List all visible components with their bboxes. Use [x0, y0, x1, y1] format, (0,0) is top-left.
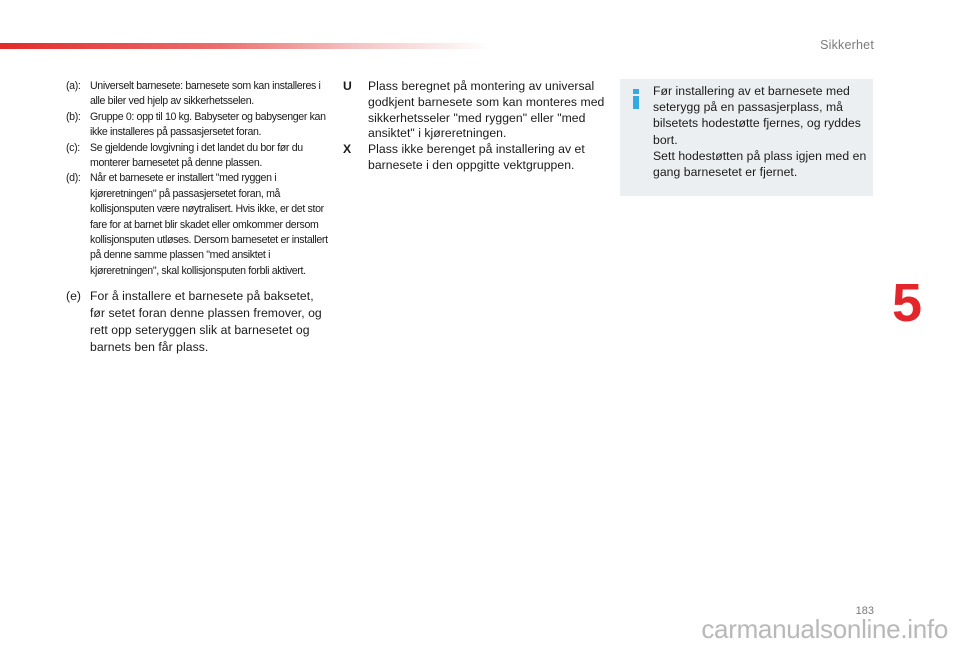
- chapter-number: 5: [892, 273, 923, 333]
- note-item: [66, 79, 328, 110]
- info-line: Før installering av et barnesete med seterygg på en passasjerplass, må bilsetets hodestøtte fjernes, og ryddes bort.: [653, 84, 861, 147]
- note-item: [66, 141, 328, 172]
- legend-key: X: [343, 142, 352, 157]
- legend-key: U: [343, 79, 352, 93]
- note-key: (a):: [66, 80, 81, 92]
- legend-text: Plass beregnet på montering av universal godkjent barnesete som kan monteres med sikkerhetsseler "med ryggen" eller "med ansiktet" i kjøreretningen.: [368, 79, 605, 141]
- note-e: [66, 288, 328, 356]
- legend-item-x: [343, 142, 605, 174]
- info-icon: [632, 89, 641, 109]
- notes-list: [66, 79, 328, 279]
- legend-item-u: [343, 79, 605, 142]
- note-text: Gruppe 0: opp til 10 kg. Babyseter og babysenger kan ikke installeres på passasjersetet foran.: [90, 110, 326, 139]
- legend-column: [343, 79, 605, 174]
- note-text: Når et barnesete er installert "med ryggen i kjøreretningen" på passasjersetet foran, må kollisjonsputen være nøytralisert. Hvis ikke, er det stor fare for at barnet blir skadet eller omkommer dersom kollisjonsputen utløses. Dersom barnesetet er installert på denne samme plassen "med ansiktet i kjøreretningen", skal kollisjonsputen forbli aktivert.: [90, 172, 328, 277]
- page-number: 183: [855, 605, 874, 617]
- note-e-text: For å installere et barnesete på baksetet, før setet foran denne plassen fremover, og rett opp seteryggen slik at barnesetet og barnets ben får plass.: [90, 289, 322, 355]
- info-box: [620, 79, 873, 196]
- note-text: Se gjeldende lovgivning i det landet du bor før du monterer barnesetet på denne plassen.: [90, 141, 303, 170]
- info-line: Sett hodestøtten på plass igjen med en gang barnesetet er fjernet.: [653, 148, 867, 180]
- note-key: (d):: [66, 172, 81, 185]
- info-text: [653, 83, 868, 180]
- legend-text: Plass ikke berenget på installering av et barnesete i den oppgitte vektgruppen.: [368, 142, 585, 172]
- note-text: Universelt barnesete: barnesete som kan installeres i alle biler ved hjelp av sikkerhetsselen.: [90, 80, 321, 108]
- note-e-key: (e): [66, 289, 82, 304]
- watermark: carmanualsonline.info: [701, 614, 948, 644]
- note-key: (b):: [66, 110, 81, 123]
- section-title: Sikkerhet: [820, 38, 874, 52]
- note-item: [66, 110, 328, 141]
- header-accent-bar: [0, 43, 490, 49]
- note-key: (c):: [66, 141, 80, 154]
- note-item: [66, 171, 328, 279]
- notes-column: [66, 79, 328, 356]
